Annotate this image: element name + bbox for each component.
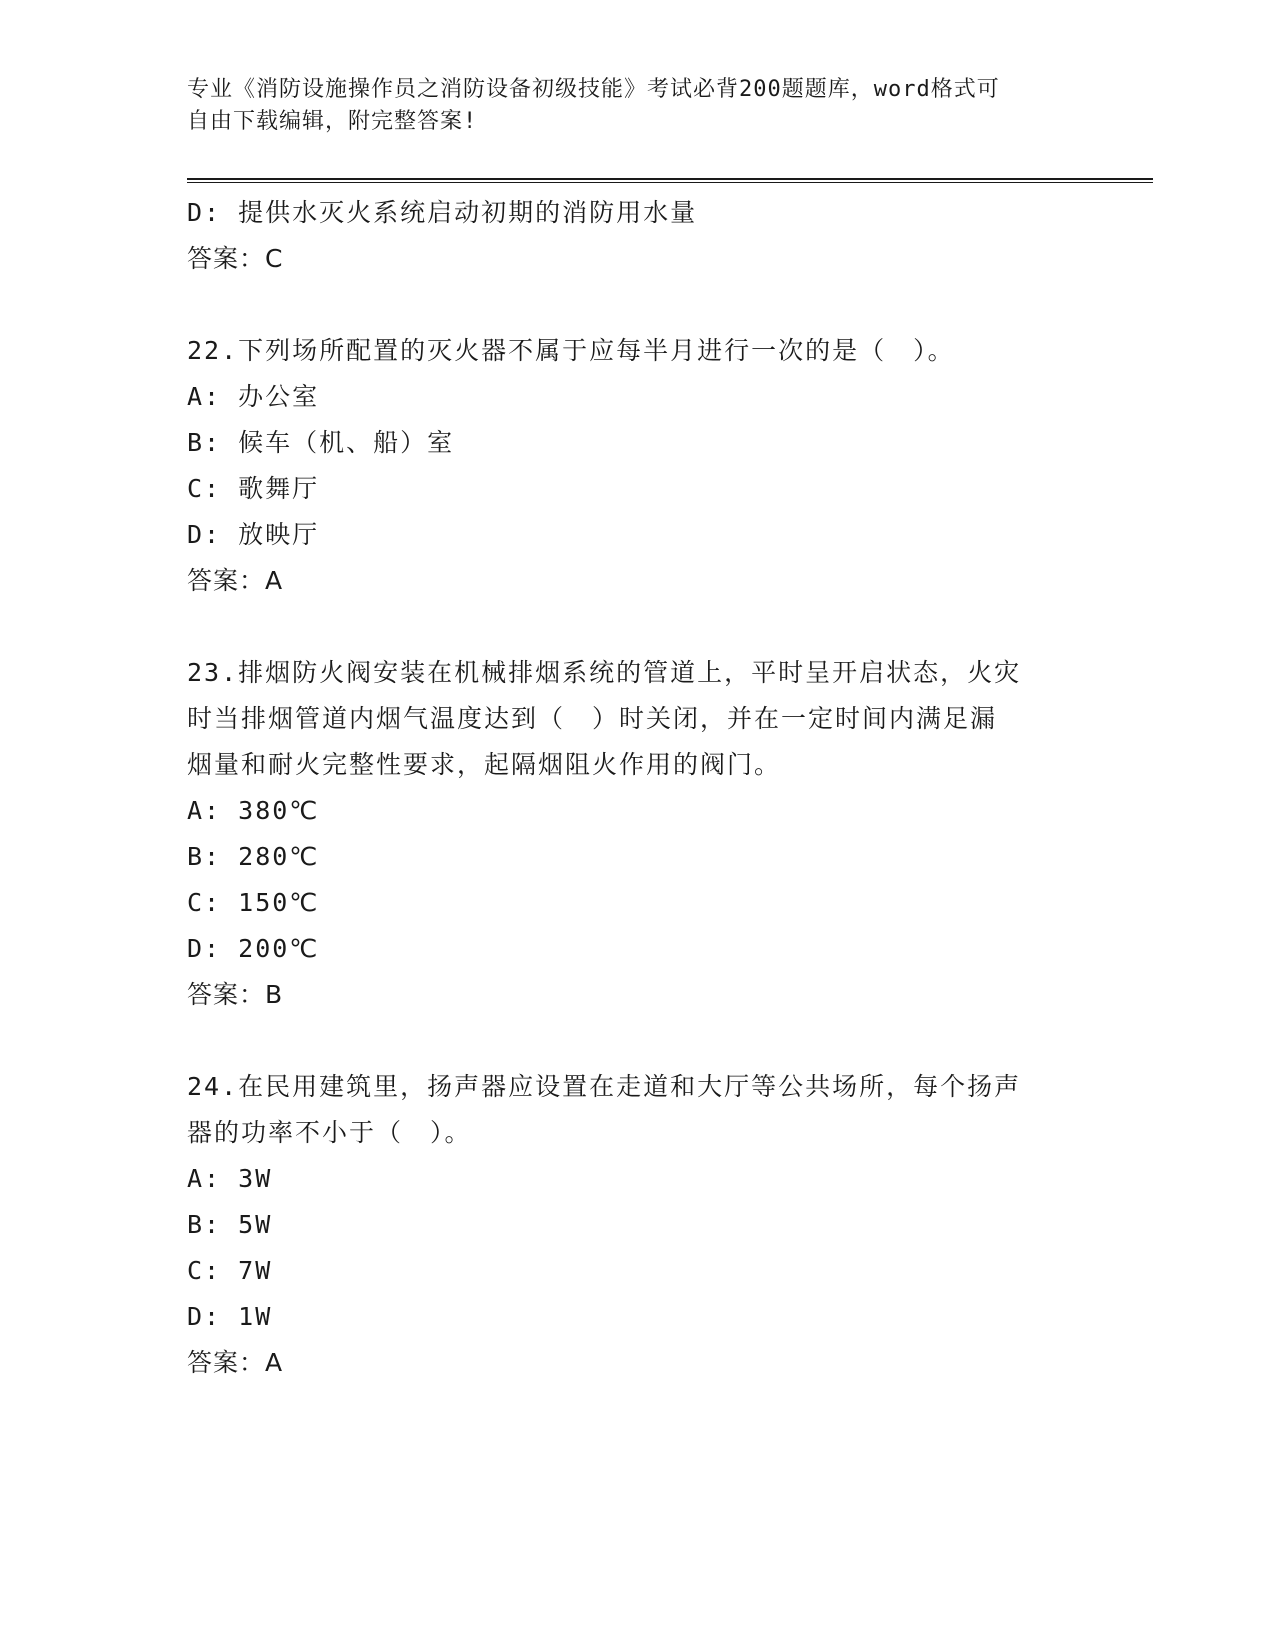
spacer [187, 604, 1087, 650]
question-list [187, 190, 1087, 1386]
spacer [187, 1018, 1087, 1064]
question-22-option-c: C: 歌舞厅 [187, 474, 320, 503]
question-22-option-a: A: 办公室 [187, 382, 320, 411]
question-23-stem-line-2: 时当排烟管道内烟气温度达到（ ）时关闭，并在一定时间内满足漏 [187, 704, 998, 733]
question-23-stem-line-1: 23.排烟防火阀安装在机械排烟系统的管道上，平时呈开启状态，火灾 [187, 658, 1022, 687]
question-24-option-d: D: 1W [187, 1302, 273, 1331]
question-24-option-b: B: 5W [187, 1210, 273, 1239]
question-22 [187, 328, 1087, 604]
question-24-option-c: C: 7W [187, 1256, 273, 1285]
question-23-answer: 答案：B [187, 980, 284, 1009]
question-23-option-c: C: 150℃ [187, 888, 320, 917]
prev-answer: 答案：C [187, 244, 284, 273]
spacer [187, 282, 1087, 328]
prev-option-d: D: 提供水灭火系统启动初期的消防用水量 [187, 198, 698, 227]
header-divider-thick [187, 178, 1153, 180]
question-24-stem-line-2: 器的功率不小于（ ）。 [187, 1118, 472, 1147]
question-22-option-d: D: 放映厅 [187, 520, 320, 549]
question-23-option-a: A: 380℃ [187, 796, 320, 825]
question-23-option-b: B: 280℃ [187, 842, 320, 871]
question-23 [187, 650, 1087, 1018]
header-line-1: 专业《消防设施操作员之消防设备初级技能》考试必背200题题库，word格式可 [187, 77, 1000, 102]
question-23-stem-line-3: 烟量和耐火完整性要求，起隔烟阻火作用的阀门。 [187, 750, 782, 779]
header-divider-thin [187, 182, 1153, 183]
question-23-option-d: D: 200℃ [187, 934, 320, 963]
question-24-answer: 答案：A [187, 1348, 284, 1377]
question-22-answer: 答案：A [187, 566, 284, 595]
document-header [187, 74, 1067, 138]
question-24-option-a: A: 3W [187, 1164, 273, 1193]
question-24 [187, 1064, 1087, 1386]
question-22-option-b: B: 候车（机、船）室 [187, 428, 455, 457]
question-24-stem-line-1: 24.在民用建筑里，扬声器应设置在走道和大厅等公共场所，每个扬声 [187, 1072, 1022, 1101]
question-22-stem-line-1: 22.下列场所配置的灭火器不属于应每半月进行一次的是（ ）。 [187, 336, 955, 365]
header-line-2: 自由下载编辑，附完整答案! [187, 109, 478, 134]
